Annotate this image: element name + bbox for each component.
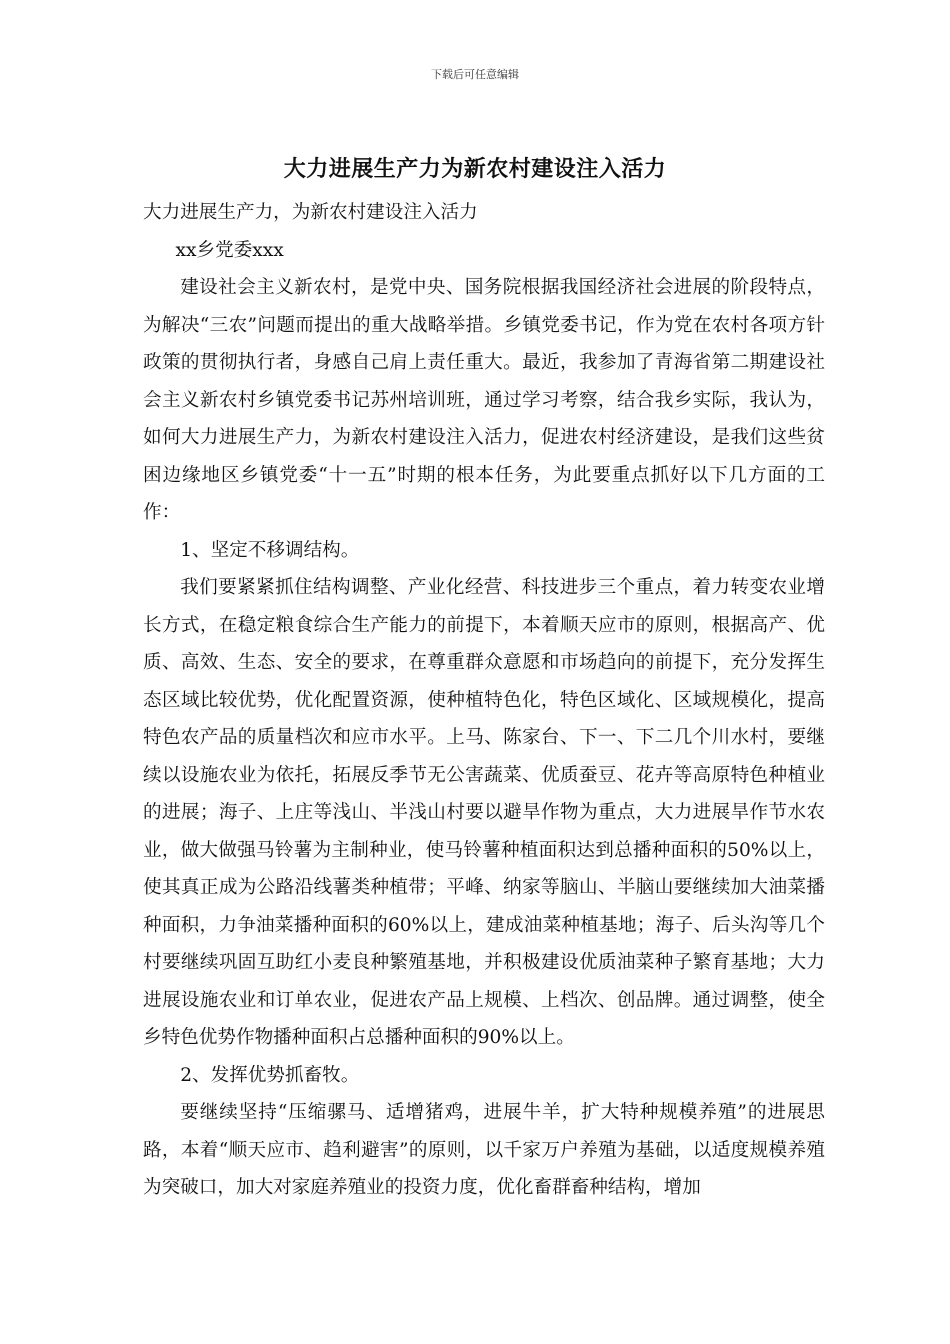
document-title: 大力进展生产力为新农村建设注入活力	[283, 156, 667, 182]
document-body	[143, 194, 825, 1207]
body-paragraph: 要继续坚持“压缩骡马、适增猪鸡，进展牛羊，扩大特种规模养殖”的进展思路，本着“顺天应市、趋利避害”的原则，以千家万户养殖为基础，以适度规模养殖为突破口，加大对家庭养殖业的投资力度，优化畜群畜种结构，增加	[143, 1102, 825, 1198]
body-paragraph: 我们要紧紧抓住结构调整、产业化经营、科技进步三个重点，着力转变农业增长方式，在稳定粮食综合生产能力的前提下，本着顺天应市的原则，根据高产、优质、高效、生态、安全的要求，在尊重群众意愿和市场趋向的前提下，充分发挥生态区域比较优势，优化配置资源，使种植特色化，特色区域化、区域规模化，提高特色农产品的质量档次和应市水平。上马、陈家台、下一、下二几个川水村，要继续以设施农业为依托，拓展反季节无公害蔬菜、优质蚕豆、花卉等高原特色种植业的进展；海子、上庄等浅山、半浅山村要以避旱作物为重点，大力进展旱作节水农业，做大做强马铃薯为主制种业，使马铃薯种植面积达到总播种面积的50%以上，使其真正成为公路沿线薯类种植带；平峰、纳家等脑山、半脑山要继续加大油菜播种面积，力争油菜播种面积的60%以上，建成油菜种植基地；海子、后头沟等几个村要继续巩固互助红小麦良种繁殖基地，并积极建设优质油菜种子繁育基地；大力进展设施农业和订单农业，促进农产品上规模、上档次、创品牌。通过调整，使全乡特色优势作物播种面积占总播种面积的90%以上。	[143, 577, 825, 1048]
body-paragraph: 建设社会主义新农村，是党中央、国务院根据我国经济社会进展的阶段特点，为解决“三农”问题而提出的重大战略举措。乡镇党委书记，作为党在农村各项方针政策的贯彻执行者，身感自己肩上责任重大。最近，我参加了青海省第二期建设社会主义新农村乡镇党委书记苏州培训班，通过学习考察，结合我乡实际，我认为，如何大力进展生产力，为新农村建设注入活力，促进农村经济建设，是我们这些贫困边缘地区乡镇党委“十一五”时期的根本任务，为此要重点抓好以下几方面的工作：	[143, 277, 825, 523]
author-line: xx乡党委xxx	[175, 239, 284, 261]
section-heading: 1、坚定不移调结构。	[180, 539, 360, 561]
header-note: 下载后可任意编辑	[431, 68, 519, 81]
section-heading: 2、发挥优势抓畜牧。	[180, 1064, 360, 1086]
subtitle-paragraph: 大力进展生产力，为新农村建设注入活力	[143, 202, 478, 223]
